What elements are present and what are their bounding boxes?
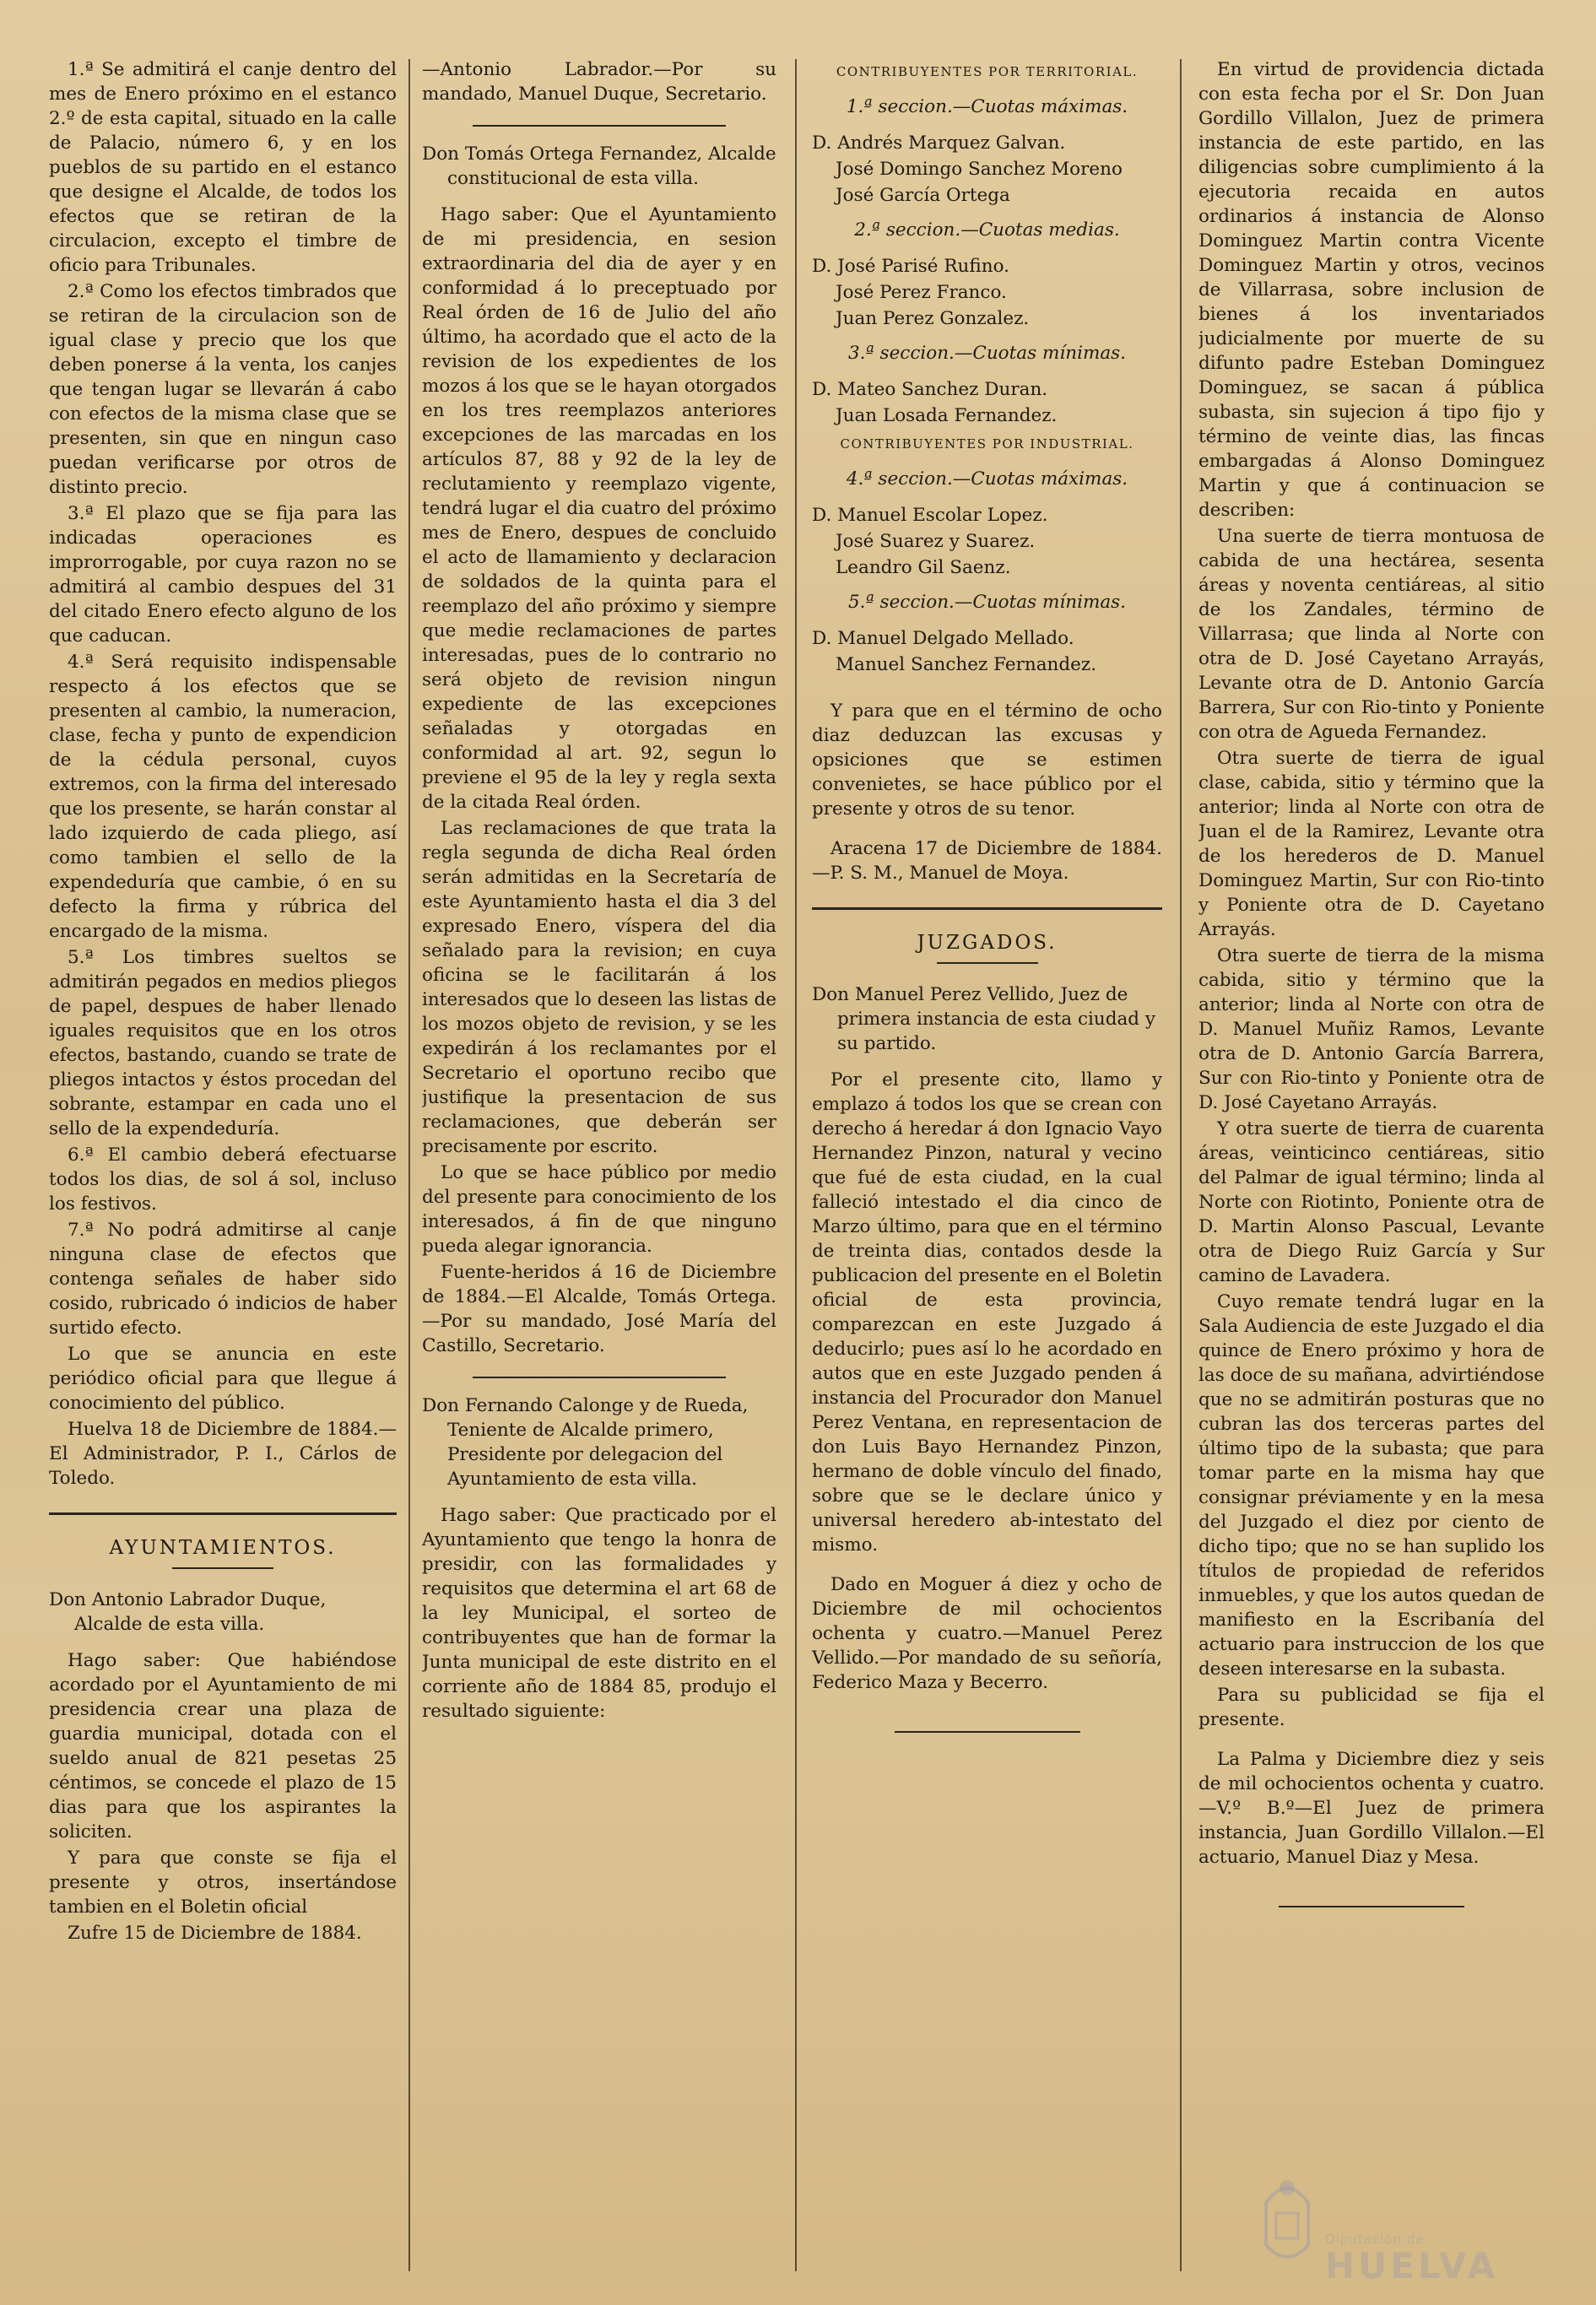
paragraph: 6.ª El cambio deberá efectuarse todos los dias, de sol á sol, incluso los festivos. [49, 1144, 397, 1215]
section-subtitle: 3.ª seccion.—Cuotas mínimas. [847, 343, 1127, 364]
paragraph: Hago saber: Que practicado por el Ayuntamiento que tengo la honra de presidir, con las formalidades y requisitos que determina el art 68 de la ley Municipal, el sorteo de contribuyentes que han de formar la Junta municipal de este distrito en el corriente año de 1884 85, produjo el resultado siguiente: [422, 1505, 776, 1722]
paragraph: Las reclamaciones de que trata la regla segunda de dicha Real órden serán admitidas en la Secretaría de este Ayuntamiento hasta el dia 3 del expresado Enero, víspera del dia señalado para la revision; en cuya oficina se le facilitarán á los interesados que lo deseen las listas de los mozos objeto de revision, y se les expedirán á los reclamantes por el Secretario el oportuno recibo que justifique la presentacion de sus reclamaciones, que deberán ser precisamente por escrito. [422, 818, 776, 1157]
list-item: Manuel Sanchez Fernandez. [836, 654, 1097, 675]
paragraph: En virtud de providencia dictada con esta fecha por el Sr. Don Juan Gordillo Villalon, Juez de primera instancia de este partido, en las diligencias sobre cumplimiento á la ejecutoria recaida en autos ordinarios á instancia de Alonso Dominguez Martin contra Vicente Dominguez Martin y otros, vecinos de Villarrasa, sobre inclusion de bienes á los inventariados judicialmente por muerte de su difunto padre Esteban Dominguez Dominguez, se sacan á pública subasta, sin sujecion á tipo fijo y término de veinte dias, las fincas embargadas á Alonso Dominguez Martin y que á continuacion se describen: [1198, 59, 1545, 521]
paragraph: Y para que en el término de ocho diaz deduzcan las excusas y opsiciones que se estimen convenietes, se hace público por el presente y otros de su tenor. [812, 701, 1162, 820]
paragraph: Una suerte de tierra montuosa de cabida de una hectárea, sesenta áreas y noventa centiáreas, al sitio de los Zandales, término de Villarrasa; que linda al Norte con otra de D. José Cayetano Arrayás, Levante otra de D. Antonio García Barrera, Sur con Rio-tinto y Poniente con otra de Agueda Fernandez. [1198, 526, 1545, 743]
paragraph: Hago saber: Que el Ayuntamiento de mi presidencia, en sesion extraordinaria del dia de ayer y en conformidad á lo preceptuado por Real órden de 16 de Julio del año último, ha acordado que el acto de la revision de los expedientes de los mozos á los que se le hayan otorgados en los tres reemplazos anteriores excepciones de las marcadas en los artículos 87, 88 y 92 de la ley de reclutamiento y reemplazo vigente, tendrá lugar el dia cuatro del próximo mes de Enero, despues de concluido el acto de llamamiento y declaracion de soldados de la quinta para el reemplazo del año próximo y siempre que medie reclamaciones de partes interesadas, pues de lo contrario no será objeto de revision ningun expediente de las excepciones señaladas y otorgadas en conformidad al art. 92, segun lo previene el 95 de la ley y regla sexta de la citada Real órden. [422, 204, 776, 813]
list-item: José García Ortega [836, 185, 1010, 206]
short-rule [172, 1567, 273, 1569]
signature-line: Fuente-heridos á 16 de Diciembre de 1884.—El Alcalde, Tomás Ortega.—Por su mandado, José María del Castillo, Secretario. [422, 1262, 776, 1356]
name-list [812, 131, 1162, 208]
list-item: D. Manuel Delgado Mellado. [812, 628, 1074, 649]
paragraph: Lo que se anuncia en este periódico oficial para que llegue á conocimiento del público. [49, 1344, 397, 1414]
list-item: Leandro Gil Saenz. [836, 557, 1011, 578]
signature-line: Aracena 17 de Diciembre de 1884.—P. S. M., Manuel de Moya. [812, 838, 1162, 884]
list-item: D. Mateo Sanchez Duran. [812, 379, 1048, 400]
paragraph: 7.ª No podrá admitirse al canje ninguna clase de efectos que contenga señales de haber sido cosido, rubricado ó indicios de haber surtido efecto. [49, 1220, 397, 1339]
paragraph: Cuyo remate tendrá lugar en la Sala Audiencia de este Juzgado el dia quince de Enero próximo y hora de las doce de su mañana, advirtiéndose que no se admitirán posturas que no cubran las dos terceras partes del último tipo de la subasta; que para tomar parte en la misma hay que consignar préviamente y en la mesa del Juzgado el diez por ciento de dicho tipo; que no se han suplido los títulos de propiedad de referidos inmuebles, y que los autos quedan de manifiesto en la Escribanía del actuario para instruccion de los que deseen interesarse en la subasta. [1198, 1291, 1545, 1680]
small-caps-heading: CONTRIBUYENTES POR INDUSTRIAL. [840, 436, 1134, 452]
paragraph: 5.ª Los timbres sueltos se admitirán pegados en medios pliegos de papel, despues de haber llenado iguales requisitos que en los otros efectos, bastando, cuando se trate de pliegos intactos y éstos procedan del sobrante, estampar en cada uno el sello de la expendeduría. [49, 947, 397, 1139]
signature-line: Dado en Moguer á diez y ocho de Diciembre de mil ochocientos ochenta y cuatro.—Manuel Perez Vellido.—Por mandado de su señoría, Federico Maza y Becerro. [812, 1574, 1162, 1693]
section-divider [473, 125, 726, 127]
paragraph: Y otra suerte de tierra de cuarenta áreas, veinticinco centiáreas, sitio del Palmar de igual término; linda al Norte con Riotinto, Poniente otra de D. Martin Alonso Pascual, Levante otra de Diego Ruiz García y Sur camino de Lavadera. [1198, 1118, 1545, 1286]
column-rule [408, 59, 410, 2271]
paragraph: 3.ª El plazo que se fija para las indicadas operaciones es improrrogable, por cuya razon no se admitirá al cambio despues del 31 del citado Enero efecto alguno de los que caducan. [49, 503, 397, 647]
section-divider [473, 1377, 726, 1378]
paragraph: Para su publicidad se fija el presente. [1198, 1685, 1545, 1730]
short-rule [937, 962, 1038, 964]
list-item: Juan Losada Fernandez. [836, 405, 1058, 426]
paragraph: Lo que se hace público por medio del presente para conocimiento de los interesados, á fin de que ninguno pueda alegar ignorancia. [422, 1162, 776, 1257]
list-item: D. José Parisé Rufino. [812, 256, 1009, 277]
paragraph: —Antonio Labrador.—Por su mandado, Manuel Duque, Secretario. [422, 59, 776, 105]
name-list [812, 254, 1162, 331]
list-item: D. Andrés Marquez Galvan. [812, 133, 1066, 154]
list-item: José Perez Franco. [836, 282, 1007, 303]
section-subtitle: 5.ª seccion.—Cuotas mínimas. [847, 592, 1127, 613]
signature-line: La Palma y Diciembre diez y seis de mil ochocientos ochenta y cuatro.—V.º B.º—El Juez de primera instancia, Juan Gordillo Villalon.—El actuario, Manuel Diaz y Mesa. [1198, 1749, 1545, 1868]
column-2 [422, 57, 776, 2271]
notice-heading: Don Fernando Calonge y de Rueda, Teniente de Alcalde primero, Presidente por delegacion del Ayuntamiento de esta villa. [422, 1395, 749, 1490]
closing-rule [812, 1720, 1162, 1736]
paragraph: 2.ª Como los efectos timbrados que se retiran de la circulacion son de igual clase y precio que los que deben ponerse á la venta, los canjes que tengan lugar se llevarán á cabo con efectos de la misma clase que se presenten, sin que en ningun caso puedan verificarse por otros de distinto precio. [49, 281, 397, 498]
section-subtitle: 4.ª seccion.—Cuotas máximas. [846, 468, 1128, 490]
list-item: José Suarez y Suarez. [836, 531, 1036, 552]
paragraph: Hago saber: Que habiéndose acordado por el Ayuntamiento de mi presidencia crear una plaza de guardia municipal, dotada con el sueldo anual de 821 pesetas 25 céntimos, se concede el plazo de 15 dias para que los aspirantes la soliciten. [49, 1650, 397, 1842]
name-list [812, 626, 1162, 677]
column-rule [795, 59, 797, 2271]
watermark-line2: HUELVA [1325, 2245, 1499, 2286]
notice-heading: Don Tomás Ortega Fernandez, Alcalde constitucional de esta villa. [422, 143, 776, 189]
list-item: D. Manuel Escolar Lopez. [812, 505, 1048, 526]
list-item: Juan Perez Gonzalez. [836, 308, 1030, 329]
paragraph: Otra suerte de tierra de la misma cabida, sitio y término que la anterior; linda al Norte con otra de D. Manuel Muñiz Ramos, Levante otra de D. Antonio García Barrera, Sur con Rio-tinto y Poniente otra de D. José Cayetano Arrayás. [1198, 945, 1545, 1113]
paragraph: Por el presente cito, llamo y emplazo á todos los que se crean con derecho á heredar á don Ignacio Vayo Hernandez Pinzon, natural y vecino que fué de esta ciudad, en la cual falleció intestado el dia cinco de Marzo último, para que en el término de treinta dias, contados desde la publicacion del presente en el Boletin oficial de esta provincia, comparezcan en este Juzgado á deducirlo; pues así lo he acordado en autos que en este Juzgado penden á instancia del Procurador don Manuel Perez Ventana, en representacion de don Luis Bayo Hernandez Pinzon, hermano de doble vínculo del finado, sobre que se le declare único y universal heredero ab-intestato del mismo. [812, 1069, 1162, 1556]
paragraph: 4.ª Será requisito indispensable respecto á los efectos que se presenten al cambio, la numeracion, clase, fecha y punto de expendicion de la cédula personal, cuyos extremos, con la firma del interesado que los presente, se harán constar al lado izquierdo de cada pliego, así como tambien el sello de la expendeduría que cambie, ó en su defecto la firma y rúbrica del encargado de la misma. [49, 652, 397, 942]
column-rule [1180, 59, 1182, 2271]
column-3 [812, 57, 1162, 2271]
section-divider [49, 1512, 397, 1515]
notice-heading: Don Antonio Labrador Duque, Alcalde de esta villa. [49, 1589, 327, 1635]
section-title: JUZGADOS. [917, 932, 1058, 954]
name-list [812, 503, 1162, 580]
name-list [812, 377, 1162, 428]
archive-watermark [1258, 2169, 1536, 2286]
paragraph: Y para que conste se fija el presente y otros, insertándose tambien en el Boletin oficial [49, 1848, 397, 1918]
signature-line: Huelva 18 de Diciembre de 1884.—El Administrador, P. I., Cárlos de Toledo. [49, 1419, 397, 1489]
watermark-line1: Diputación de [1325, 2232, 1425, 2247]
column-4 [1198, 57, 1545, 2271]
crest-icon [1258, 2169, 1317, 2270]
notice-heading: Don Manuel Perez Vellido, Juez de primera instancia de esta ciudad y su partido. [812, 984, 1156, 1054]
section-title: AYUNTAMIENTOS. [109, 1537, 337, 1559]
section-subtitle: 2.ª seccion.—Cuotas medias. [854, 219, 1120, 241]
list-item: José Domingo Sanchez Moreno [836, 159, 1123, 180]
column-1 [49, 57, 397, 2271]
closing-rule [1198, 1895, 1545, 1911]
section-divider [812, 907, 1162, 910]
paragraph: 1.ª Se admitirá el canje dentro del mes de Enero próximo en el estanco 2.º de esta capital, situado en la calle de Palacio, número 6, y en los pueblos de su partido en el estanco que designe el Alcalde, de todos los efectos que se retiran de la circulacion, excepto el timbre de oficio para Tribunales. [49, 59, 397, 276]
section-subtitle: 1.ª seccion.—Cuotas máximas. [846, 96, 1128, 117]
small-caps-heading: CONTRIBUYENTES POR TERRITORIAL. [836, 64, 1139, 79]
paragraph: Otra suerte de tierra de igual clase, cabida, sitio y término que la anterior; linda al Norte con otra de Juan el de la Ramirez, Levante otra de los herederos de D. Manuel Dominguez Martin, Sur con Rio-tinto y Poniente otra de D. Cayetano Arrayás. [1198, 748, 1545, 940]
signature-line: Zufre 15 de Diciembre de 1884. [68, 1923, 362, 1944]
